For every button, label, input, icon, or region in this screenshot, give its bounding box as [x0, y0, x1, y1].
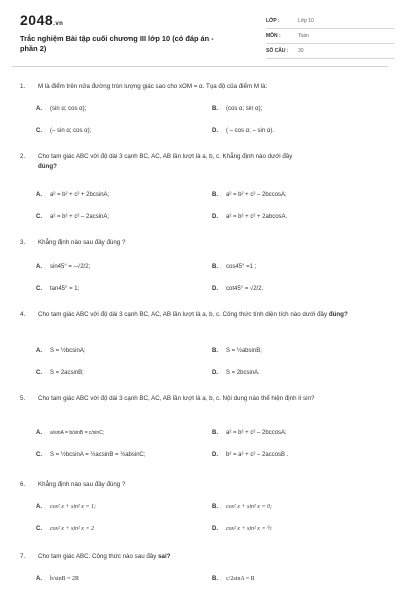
question-number: 5.	[20, 395, 26, 402]
meta-box	[266, 14, 394, 59]
site-logo[interactable]: 2048.vn	[20, 12, 64, 28]
option-d[interactable]: D. b² = a² + c² – 2accosB .	[212, 452, 289, 458]
option-a[interactable]: A. cos² x + sin² x = 1;	[36, 504, 97, 510]
option-c[interactable]: C. S = ½bcsinA = ½acsinB = ½absinC;	[36, 452, 146, 458]
question-number: 7.	[20, 553, 26, 560]
question-text: Cho tam giác ABC. Công thức nào sau đây sai?	[38, 553, 171, 560]
option-b[interactable]: B. cos² x + sin² x = 0;	[212, 504, 273, 510]
option-d[interactable]: D. S = 2bcsinA.	[212, 370, 260, 376]
meta-row-class	[266, 14, 394, 29]
header-divider	[12, 66, 388, 67]
question-number: 4.	[20, 311, 26, 318]
question-5	[20, 394, 380, 458]
option-a[interactable]: A. b/sinB = 2R	[36, 576, 80, 582]
question-6	[20, 480, 380, 532]
option-d[interactable]: D. a² = b² + c² + 2abcosA.	[212, 214, 288, 220]
option-c[interactable]: C. S = 2acsinB;	[36, 370, 84, 376]
question-number: 6.	[20, 481, 26, 488]
question-text: Khẳng định nào sau đây đúng ?	[38, 239, 126, 246]
option-c[interactable]: C. tan45° = 1;	[36, 286, 80, 292]
question-7	[20, 552, 380, 582]
option-a[interactable]: A. sin45° = –√2/2;	[36, 264, 91, 270]
option-a[interactable]: A. S = ½bcsinA;	[36, 348, 86, 354]
option-c[interactable]: C. (– sin α; cos α);	[36, 128, 92, 134]
option-a[interactable]: A. a/sinA = b/sinB = c/sinC;	[36, 430, 105, 436]
meta-row-subject	[266, 29, 394, 44]
option-c[interactable]: C. a² = b² + c² – 2acsinA;	[36, 214, 110, 220]
question-3	[20, 238, 380, 292]
question-1	[20, 82, 380, 134]
meta-row-count	[266, 44, 394, 59]
option-b[interactable]: B. a² = b² + c² – 2bccosA;	[212, 192, 287, 198]
question-number: 1.	[20, 83, 26, 90]
option-c[interactable]: C. cos² x + sin² x = 2	[36, 526, 95, 532]
option-b[interactable]: B. c/2sinA = R	[212, 576, 255, 582]
meta-value: Lớp 10	[298, 18, 314, 24]
meta-label: MÔN :	[266, 33, 281, 39]
option-b[interactable]: B. (cos α; sin α);	[212, 106, 263, 112]
meta-label: SỐ CÂU :	[266, 48, 289, 54]
meta-value: 30	[298, 48, 304, 54]
meta-value: Toán	[298, 33, 309, 39]
question-number: 2.	[20, 153, 26, 160]
question-number: 3.	[20, 239, 26, 246]
option-b[interactable]: B. S = ½absinB;	[212, 348, 262, 354]
option-b[interactable]: B. cos45° =1 ;	[212, 264, 257, 270]
question-text: Khẳng định nào sau đây đúng ?	[38, 481, 126, 488]
page-title: Trắc nghiệm Bài tập cuối chương III lớp 10 (có đáp án - phần 2)	[20, 34, 214, 53]
question-2	[20, 152, 380, 220]
question-4	[20, 310, 380, 376]
question-text: Cho tam giác ABC với độ dài 3 cạnh BC, AC, AB lần lượt là a, b, c. Khẳng định nào dưới đây đúng?	[38, 153, 293, 170]
question-text: Cho tam giác ABC với độ dài 3 cạnh BC, AC, AB lần lượt là a, b, c. Công thức tính diện tích nào dưới đây đúng?	[38, 311, 348, 318]
option-b[interactable]: B. a² = b² + c² – 2bccosA;	[212, 430, 287, 436]
option-d[interactable]: D. cot45° = √2/2.	[212, 286, 264, 292]
meta-label: LỚP :	[266, 18, 280, 24]
option-d[interactable]: D. cos² x + sin² x = ½	[212, 526, 272, 532]
question-text: Cho tam giác ABC với độ dài 3 cạnh BC, AC, AB lần lượt là a, b, c. Nội dung nào thể hiện định lí sin?	[38, 395, 315, 402]
option-a[interactable]: A. (sin α; cos α);	[36, 106, 87, 112]
question-text: M là điểm trên nửa đường tròn lượng giác sao cho xOM = α. Tọa độ của điểm M là:	[38, 83, 268, 90]
option-a[interactable]: A. a² = b² + c² + 2bcsinA;	[36, 192, 110, 198]
option-d[interactable]: D. ( – cos α; – sin α).	[212, 128, 274, 134]
